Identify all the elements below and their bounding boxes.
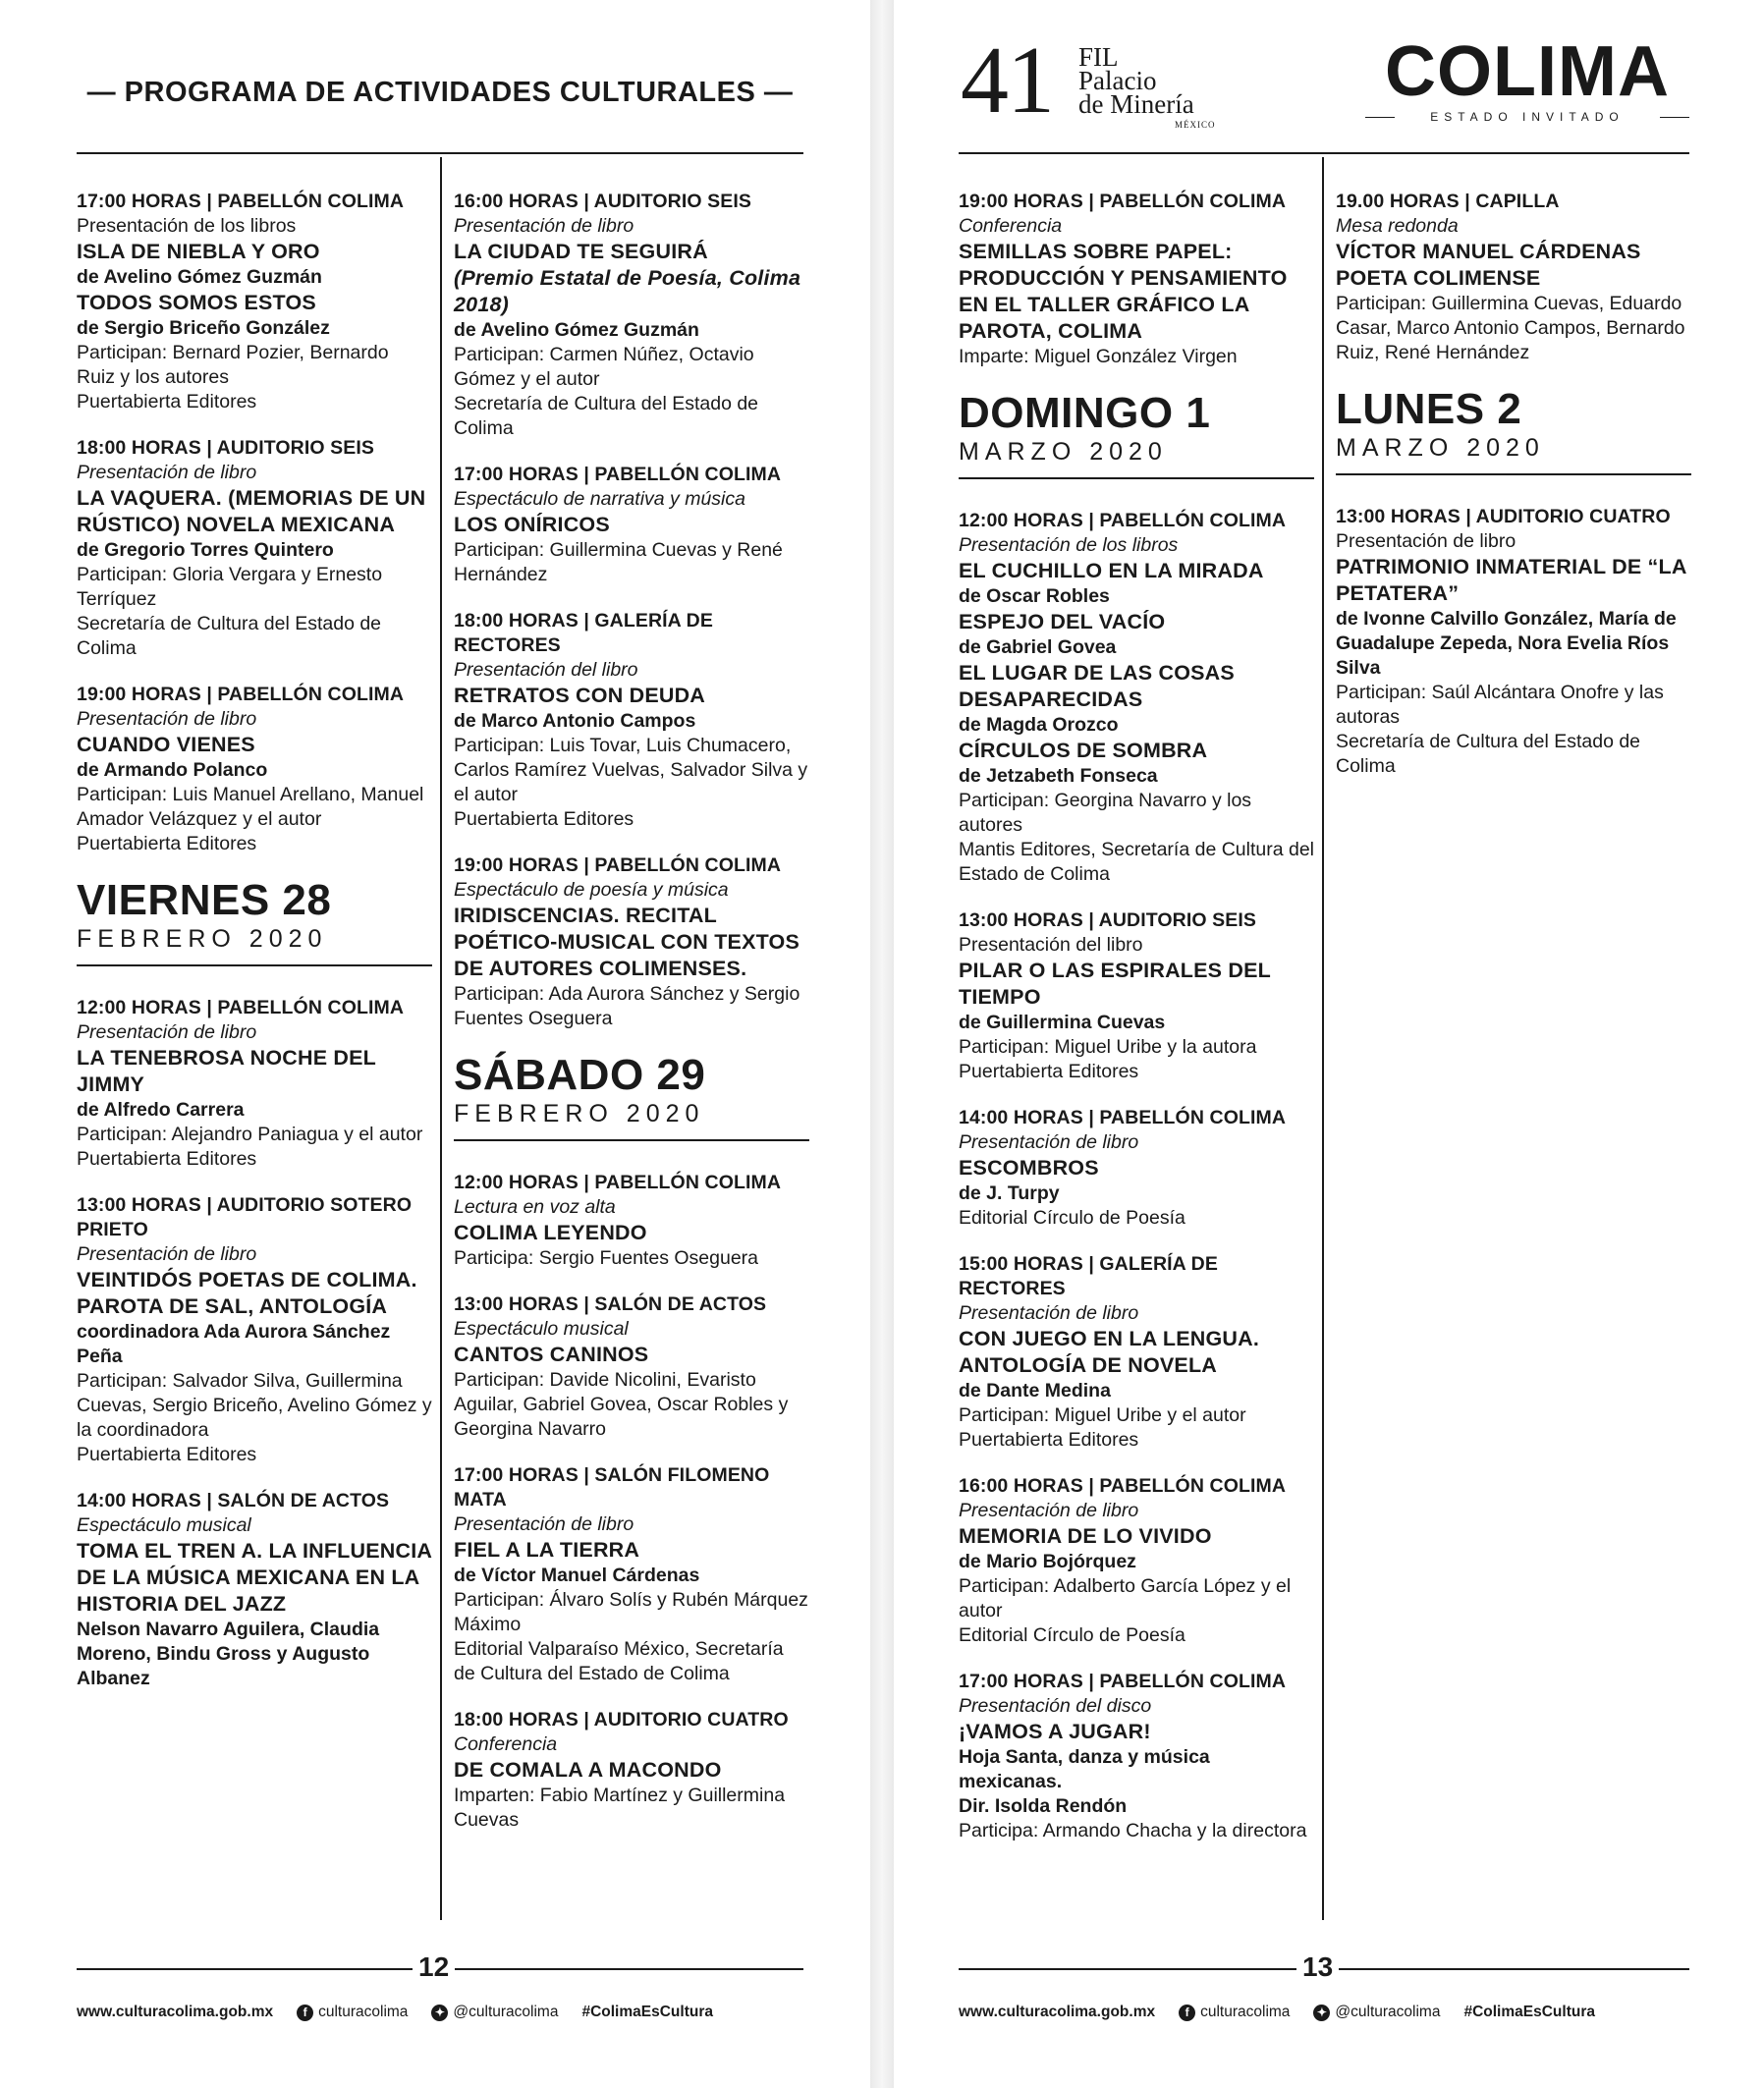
twitter-handle: @culturacolima <box>453 2004 559 2020</box>
website-text: www.culturacolima.gob.mx <box>77 2004 274 2020</box>
event-title: FIEL A LA TIERRA <box>454 1538 640 1562</box>
event-detail: Participan: Alejandro Paniagua y el autor <box>77 1124 423 1145</box>
event-title: ISLA DE NIEBLA Y ORO <box>77 240 320 263</box>
event-item <box>454 853 809 1031</box>
event-title: TOMA EL TREN A. LA INFLUENCIA DE LA MÚSICA MEXICANA EN LA HISTORIA DEL JAZZ <box>77 1539 432 1616</box>
event-author: de Jetzabeth Fonseca <box>959 765 1158 787</box>
event-detail: Presentación de los libros <box>77 215 297 237</box>
event-author: Dir. Isolda Rendón <box>959 1795 1128 1817</box>
event-title: ESPEJO DEL VACÍO <box>959 610 1166 633</box>
event-detail: Puertabierta Editores <box>454 808 634 830</box>
event-item <box>454 463 809 587</box>
event-type: Conferencia <box>454 1733 558 1755</box>
fil-logo-line2: Palacio <box>1078 66 1157 95</box>
hashtag-text: #ColimaEsCultura <box>581 2004 713 2020</box>
event-title: PILAR O LAS ESPIRALES DEL TIEMPO <box>959 959 1271 1009</box>
left-col-1 <box>77 190 432 1713</box>
event-title: ¡VAMOS A JUGAR! <box>959 1720 1151 1743</box>
event-title: LOS ONÍRICOS <box>454 513 610 536</box>
event-subtitle: (Premio Estatal de Poesía, Colima 2018) <box>454 266 801 316</box>
event-detail: Participa: Sergio Fuentes Oseguera <box>454 1247 759 1269</box>
colima-logo-name: COLIMA <box>1385 32 1670 111</box>
day-month: FEBRERO 2020 <box>454 1100 705 1127</box>
event-type: Espectáculo musical <box>77 1514 251 1536</box>
website-link[interactable] <box>77 2004 273 2021</box>
event-detail: Imparte: Miguel González Virgen <box>959 346 1238 367</box>
event-time: 17:00 HORAS | PABELLÓN COLIMA <box>959 1671 1287 1692</box>
event-detail: Participan: Miguel Uribe y la autora <box>959 1036 1257 1058</box>
event-detail: Participan: Ada Aurora Sánchez y Sergio Fuentes Oseguera <box>454 983 800 1029</box>
event-type: Presentación de libro <box>77 462 257 483</box>
event-time: 13:00 HORAS | SALÓN DE ACTOS <box>454 1293 767 1315</box>
event-detail: Participan: Georgina Navarro y los autores <box>959 790 1252 836</box>
event-type: Presentación de los libros <box>959 534 1179 556</box>
facebook-handle: culturacolima <box>1200 2004 1291 2020</box>
event-item <box>77 1489 432 1691</box>
event-title: VÍCTOR MANUEL CÁRDENAS POETA COLIMENSE <box>1336 240 1641 290</box>
event-time: 12:00 HORAS | PABELLÓN COLIMA <box>454 1172 782 1193</box>
event-item <box>454 1708 809 1833</box>
event-detail: Participan: Guillermina Cuevas, Eduardo Casar, Marco Antonio Campos, Bernardo Ruiz, René Hernández <box>1336 293 1685 363</box>
event-detail: Puertabierta Editores <box>959 1061 1139 1082</box>
twitter-handle: @culturacolima <box>1335 2004 1441 2020</box>
left-col-2 <box>454 190 809 1854</box>
event-author: de Dante Medina <box>959 1380 1111 1401</box>
twitter-link[interactable] <box>431 2004 558 2021</box>
event-title: LA CIUDAD TE SEGUIRÁ <box>454 240 708 263</box>
twitter-icon: ✦ <box>1313 2005 1330 2021</box>
event-item <box>77 996 432 1172</box>
event-title: LA VAQUERA. (MEMORIAS DE UN RÚSTICO) NOVELA MEXICANA <box>77 486 426 536</box>
event-title: MEMORIA DE LO VIVIDO <box>959 1524 1212 1548</box>
event-detail: Participan: Saúl Alcántara Onofre y las autoras <box>1336 682 1664 728</box>
event-item <box>959 1106 1314 1231</box>
event-title: EL CUCHILLO EN LA MIRADA <box>959 559 1264 582</box>
event-item <box>454 1292 809 1442</box>
day-heading <box>77 878 432 966</box>
event-type: Presentación del disco <box>959 1695 1152 1717</box>
event-detail: Puertabierta Editores <box>77 833 257 854</box>
event-detail: Participan: Carmen Núñez, Octavio Gómez y el autor <box>454 344 754 390</box>
event-author: de Víctor Manuel Cárdenas <box>454 1565 700 1586</box>
event-time: 14:00 HORAS | PABELLÓN COLIMA <box>959 1107 1287 1128</box>
event-detail: Secretaría de Cultura del Estado de Colima <box>454 393 759 439</box>
event-detail: Puertabierta Editores <box>77 391 257 412</box>
event-type: Espectáculo de poesía y música <box>454 879 729 901</box>
event-time: 19.00 HORAS | CAPILLA <box>1336 191 1560 212</box>
day-name: LUNES 2 <box>1336 385 1522 433</box>
event-detail: Puertabierta Editores <box>77 1444 257 1465</box>
event-type: Presentación de libro <box>959 1500 1139 1521</box>
event-time: 13:00 HORAS | AUDITORIO SEIS <box>959 909 1256 931</box>
event-author: de J. Turpy <box>959 1182 1060 1204</box>
left-page <box>0 0 870 2088</box>
facebook-link[interactable] <box>1179 2004 1290 2021</box>
event-item <box>77 1193 432 1467</box>
event-item <box>959 908 1314 1084</box>
facebook-handle: culturacolima <box>318 2004 409 2020</box>
event-time: 18:00 HORAS | GALERÍA DE RECTORES <box>454 610 713 656</box>
event-title: SEMILLAS SOBRE PAPEL: PRODUCCIÓN Y PENSAMIENTO EN EL TALLER GRÁFICO LA PAROTA, COLIMA <box>959 240 1288 343</box>
right-col-1 <box>959 190 1314 1865</box>
event-title: CUANDO VIENES <box>77 733 255 756</box>
facebook-icon: f <box>297 2005 313 2021</box>
event-item <box>1336 505 1691 779</box>
event-time: 18:00 HORAS | AUDITORIO SEIS <box>77 437 374 459</box>
facebook-icon: f <box>1179 2005 1195 2021</box>
event-detail: Secretaría de Cultura del Estado de Colima <box>77 613 382 659</box>
day-name: SÁBADO 29 <box>454 1051 706 1099</box>
footer-bar <box>77 2004 713 2021</box>
event-title: CANTOS CANINOS <box>454 1343 649 1366</box>
footer-bar <box>959 2004 1595 2021</box>
event-type: Presentación de libro <box>77 708 257 730</box>
event-detail: Participa: Armando Chacha y la directora <box>959 1820 1307 1841</box>
event-author: de Avelino Gómez Guzmán <box>454 319 699 341</box>
event-time: 16:00 HORAS | PABELLÓN COLIMA <box>959 1475 1287 1497</box>
event-time: 17:00 HORAS | PABELLÓN COLIMA <box>454 464 782 485</box>
event-title: RETRATOS CON DEUDA <box>454 684 706 707</box>
event-title: EL LUGAR DE LAS COSAS DESAPARECIDAS <box>959 661 1235 711</box>
event-detail: Editorial Círculo de Poesía <box>959 1207 1185 1229</box>
event-author: de Marco Antonio Campos <box>454 710 696 732</box>
event-detail: Participan: Adalberto García López y el autor <box>959 1575 1292 1621</box>
event-item <box>959 1474 1314 1648</box>
fil-logo-line1: FIL <box>1078 42 1119 72</box>
event-item <box>959 1670 1314 1843</box>
event-type: Presentación de libro <box>454 215 634 237</box>
event-detail: Imparten: Fabio Martínez y Guillermina Cuevas <box>454 1785 786 1831</box>
event-type: Presentación del libro <box>454 659 638 681</box>
page-gutter <box>870 0 894 2088</box>
event-time: 17:00 HORAS | PABELLÓN COLIMA <box>77 191 405 212</box>
day-name: DOMINGO 1 <box>959 389 1211 437</box>
event-detail: Secretaría de Cultura del Estado de Colima <box>1336 731 1641 777</box>
website-text: www.culturacolima.gob.mx <box>959 2004 1156 2020</box>
day-heading <box>454 1053 809 1141</box>
hashtag-link[interactable] <box>581 2004 713 2021</box>
colima-logo-tagline: ESTADO INVITADO <box>1365 110 1689 124</box>
fil-logo-line3: de Minería <box>1078 89 1194 119</box>
event-detail: Participan: Gloria Vergara y Ernesto Terríquez <box>77 564 383 610</box>
page-number: 12 <box>413 1951 455 1983</box>
fil-logo-text <box>1078 42 1194 119</box>
event-title: CON JUEGO EN LA LENGUA. ANTOLOGÍA DE NOVELA <box>959 1327 1260 1377</box>
event-author: de Gregorio Torres Quintero <box>77 539 334 561</box>
event-type: Presentación de libro <box>454 1513 634 1535</box>
event-title: ESCOMBROS <box>959 1156 1099 1180</box>
day-heading <box>959 391 1314 479</box>
event-time: 17:00 HORAS | SALÓN FILOMENO MATA <box>454 1464 770 1511</box>
event-author: Hoja Santa, danza y música mexicanas. <box>959 1746 1210 1792</box>
event-item <box>1336 190 1691 365</box>
event-detail: Editorial Círculo de Poesía <box>959 1624 1185 1646</box>
event-time: 14:00 HORAS | SALÓN DE ACTOS <box>77 1490 390 1511</box>
event-author: de Guillermina Cuevas <box>959 1012 1166 1033</box>
event-type: Mesa redonda <box>1336 215 1459 237</box>
hashtag-link[interactable] <box>1463 2004 1595 2021</box>
event-item <box>77 436 432 661</box>
fil-logo-mexico: MÉXICO <box>1175 120 1216 130</box>
facebook-link[interactable] <box>297 2004 408 2021</box>
event-time: 12:00 HORAS | PABELLÓN COLIMA <box>77 997 405 1018</box>
event-detail: Presentación de libro <box>1336 530 1516 552</box>
event-detail: Editorial Valparaíso México, Secretaría de Cultura del Estado de Colima <box>454 1638 784 1684</box>
event-item <box>959 509 1314 887</box>
event-time: 13:00 HORAS | AUDITORIO CUATRO <box>1336 506 1671 527</box>
event-title: PATRIMONIO INMATERIAL DE “LA PETATERA” <box>1336 555 1686 605</box>
event-item <box>959 1252 1314 1453</box>
right-col-2 <box>1336 190 1691 800</box>
header-rule <box>959 152 1689 154</box>
day-heading <box>1336 387 1691 475</box>
event-author: de Mario Bojórquez <box>959 1551 1136 1572</box>
event-author: de Gabriel Govea <box>959 636 1117 658</box>
event-detail: Mantis Editores, Secretaría de Cultura del Estado de Colima <box>959 839 1315 885</box>
event-detail: Participan: Davide Nicolini, Evaristo Aguilar, Gabriel Govea, Oscar Robles y Georgina Navarro <box>454 1369 789 1440</box>
event-item <box>77 190 432 414</box>
twitter-icon: ✦ <box>431 2005 448 2021</box>
website-link[interactable] <box>959 2004 1155 2021</box>
event-title: DE COMALA A MACONDO <box>454 1758 722 1782</box>
event-item <box>454 1171 809 1271</box>
event-time: 12:00 HORAS | PABELLÓN COLIMA <box>959 510 1287 531</box>
event-time: 16:00 HORAS | AUDITORIO SEIS <box>454 191 751 212</box>
event-author: de Armando Polanco <box>77 759 268 781</box>
event-author: de Oscar Robles <box>959 585 1110 607</box>
header-rule <box>77 152 803 154</box>
colima-logo <box>1365 32 1689 124</box>
program-header: — PROGRAMA DE ACTIVIDADES CULTURALES — <box>86 77 794 108</box>
event-author: de Alfredo Carrera <box>77 1099 245 1121</box>
event-time: 15:00 HORAS | GALERÍA DE RECTORES <box>959 1253 1218 1299</box>
event-item <box>454 609 809 832</box>
event-title: IRIDISCENCIAS. RECITAL POÉTICO-MUSICAL CON TEXTOS DE AUTORES COLIMENSES. <box>454 904 800 980</box>
event-time: 19:00 HORAS | PABELLÓN COLIMA <box>77 684 405 705</box>
event-time: 19:00 HORAS | PABELLÓN COLIMA <box>454 854 782 876</box>
event-type: Lectura en voz alta <box>454 1196 616 1218</box>
day-month: MARZO 2020 <box>959 438 1168 466</box>
event-detail: Puertabierta Editores <box>77 1148 257 1170</box>
event-author: coordinadora Ada Aurora Sánchez Peña <box>77 1321 391 1367</box>
event-title: COLIMA LEYENDO <box>454 1221 647 1244</box>
event-author: de Avelino Gómez Guzmán <box>77 266 322 288</box>
event-detail: Participan: Luis Manuel Arellano, Manuel Amador Velázquez y el autor <box>77 784 424 830</box>
day-month: MARZO 2020 <box>1336 434 1545 462</box>
event-detail: Presentación del libro <box>959 934 1143 956</box>
column-divider <box>1322 157 1324 1920</box>
fil-logo <box>961 27 1216 136</box>
event-item <box>454 190 809 441</box>
event-time: 18:00 HORAS | AUDITORIO CUATRO <box>454 1709 789 1731</box>
event-item <box>959 190 1314 369</box>
event-author: de Ivonne Calvillo González, María de Guadalupe Zepeda, Nora Evelia Ríos Silva <box>1336 608 1677 679</box>
right-page <box>894 0 1764 2088</box>
event-author: Nelson Navarro Aguilera, Claudia Moreno, Bindu Gross y Augusto Albanez <box>77 1619 380 1689</box>
event-type: Presentación de libro <box>77 1021 257 1043</box>
event-detail: Participan: Luis Tovar, Luis Chumacero, Carlos Ramírez Vuelvas, Salvador Silva y el autor <box>454 735 808 805</box>
event-time: 19:00 HORAS | PABELLÓN COLIMA <box>959 191 1287 212</box>
event-type: Espectáculo de narrativa y música <box>454 488 745 510</box>
hashtag-text: #ColimaEsCultura <box>1463 2004 1595 2020</box>
fil-logo-number: 41 <box>961 27 1053 134</box>
day-name: VIERNES 28 <box>77 876 332 924</box>
page-number: 13 <box>1296 1951 1339 1983</box>
event-author: de Sergio Briceño González <box>77 317 330 339</box>
event-detail: Participan: Guillermina Cuevas y René Hernández <box>454 539 783 585</box>
event-type: Conferencia <box>959 215 1063 237</box>
twitter-link[interactable] <box>1313 2004 1440 2021</box>
event-type: Presentación de libro <box>77 1243 257 1265</box>
day-month: FEBRERO 2020 <box>77 925 328 953</box>
event-title: TODOS SOMOS ESTOS <box>77 291 316 314</box>
event-type: Espectáculo musical <box>454 1318 629 1340</box>
event-detail: Participan: Miguel Uribe y el autor <box>959 1404 1246 1426</box>
event-title: CÍRCULOS DE SOMBRA <box>959 739 1208 762</box>
event-detail: Participan: Álvaro Solís y Rubén Márquez Máximo <box>454 1589 808 1635</box>
event-detail: Participan: Salvador Silva, Guillermina Cuevas, Sergio Briceño, Avelino Gómez y la coordinadora <box>77 1370 432 1441</box>
event-detail: Participan: Bernard Pozier, Bernardo Ruiz y los autores <box>77 342 389 388</box>
event-title: VEINTIDÓS POETAS DE COLIMA. PAROTA DE SAL, ANTOLOGÍA <box>77 1268 417 1318</box>
event-type: Presentación de libro <box>959 1131 1139 1153</box>
event-detail: Puertabierta Editores <box>959 1429 1139 1451</box>
event-author: de Magda Orozco <box>959 714 1119 736</box>
event-time: 13:00 HORAS | AUDITORIO SOTERO PRIETO <box>77 1194 413 1240</box>
event-title: LA TENEBROSA NOCHE DEL JIMMY <box>77 1046 376 1096</box>
event-item <box>77 683 432 856</box>
event-item <box>454 1463 809 1686</box>
event-type: Presentación de libro <box>959 1302 1139 1324</box>
column-divider <box>440 157 442 1920</box>
